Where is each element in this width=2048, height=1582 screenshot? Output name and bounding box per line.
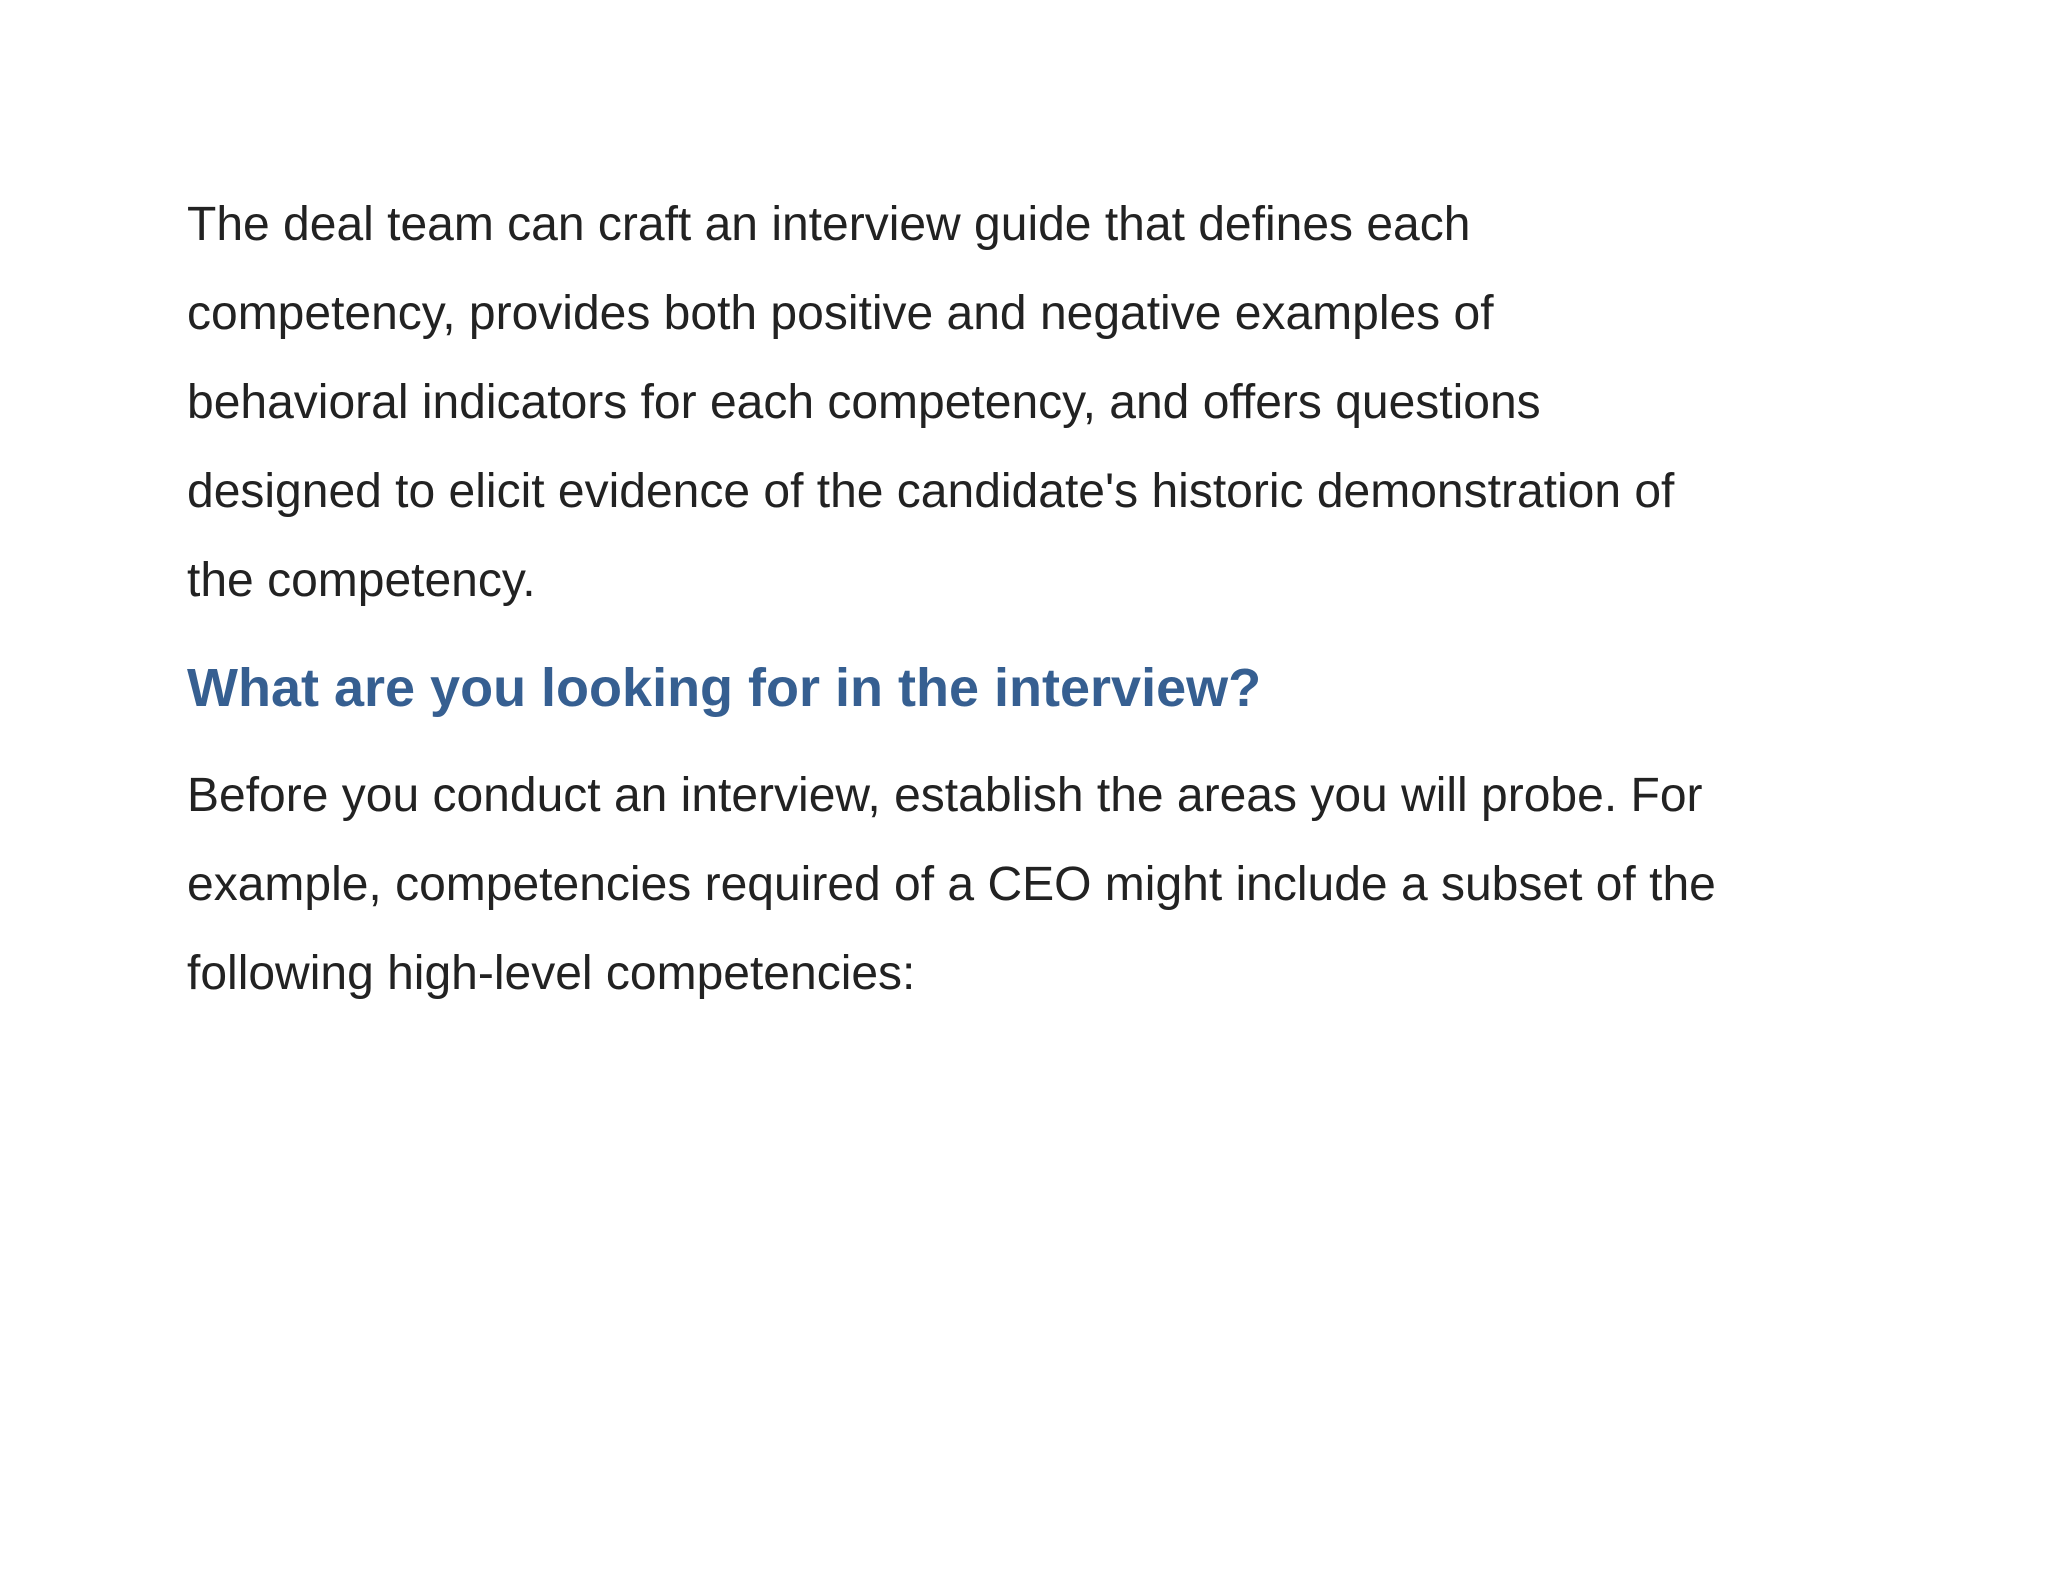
section-heading: What are you looking for in the interview?	[187, 658, 1262, 718]
intro-paragraph: The deal team can craft an interview guide that defines each competency, provides both positive and negative examples of behavioral indicators for each competency, and offers questions designed to elicit evidence of the candidate's historic demonstration of the competency.	[187, 198, 1675, 607]
document-content	[187, 180, 1907, 1018]
body-paragraph: Before you conduct an interview, establish the areas you will probe. For example, competencies required of a CEO might include a subset of the following high-level competencies:	[187, 769, 1716, 1000]
